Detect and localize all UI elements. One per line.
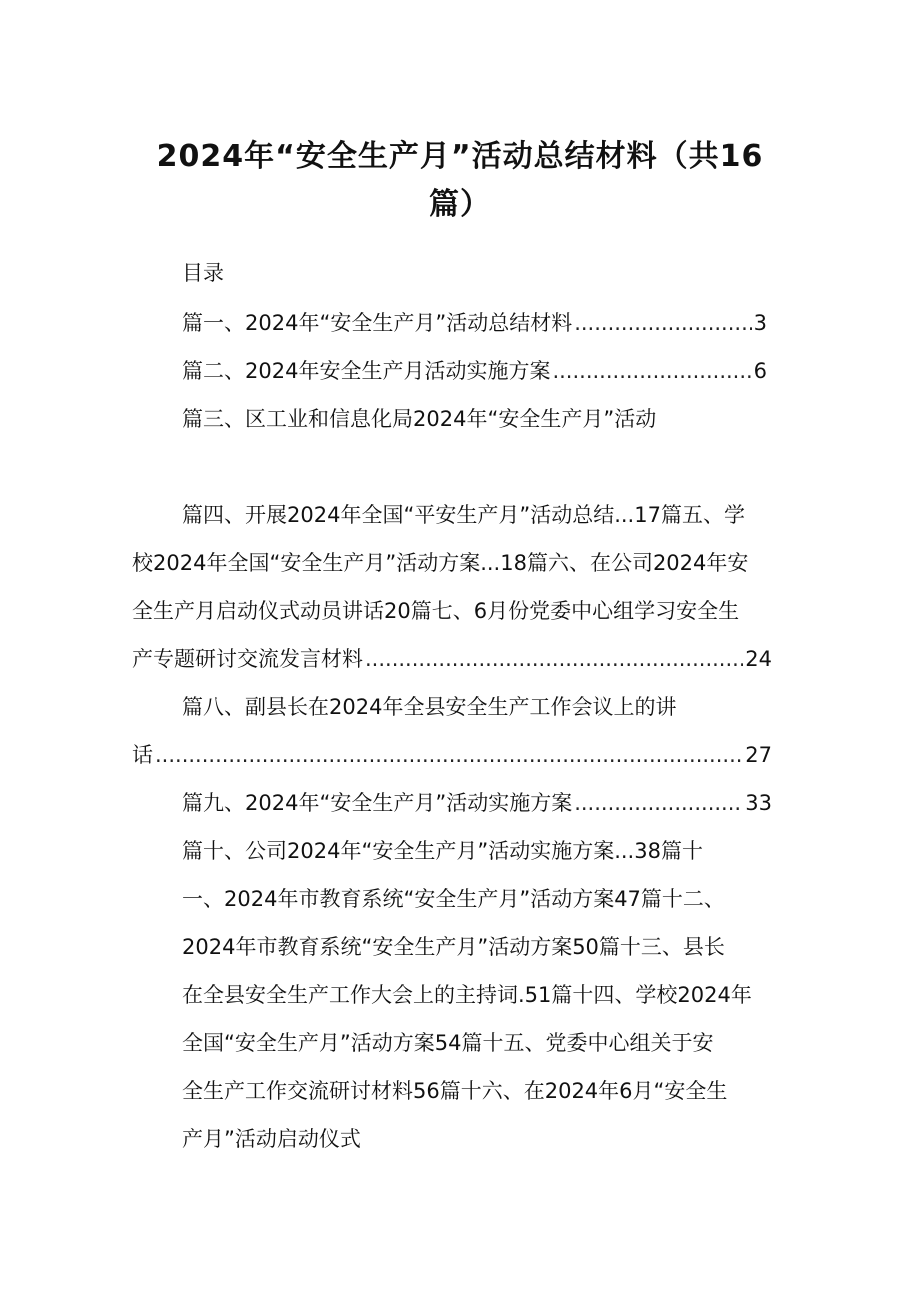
toc-entry-label: 篇一、2024年“安全生产月”活动总结材料 (182, 311, 573, 335)
toc-page-number: 24 (745, 647, 772, 671)
toc-paragraph-line: 产月”活动启动仪式 (182, 1127, 361, 1151)
toc-heading: 目录 (182, 261, 224, 285)
toc-entry-8-line-1[interactable]: 篇八、副县长在2024年全县安全生产工作会议上的讲 (182, 695, 677, 719)
toc-paragraph-line: 篇四、开展2024年全国“平安生产月”活动总结...17篇五、学 (182, 503, 745, 527)
toc-entry-9[interactable] (182, 788, 772, 818)
leader-dots (574, 308, 751, 338)
toc-entry-8[interactable] (132, 740, 772, 770)
leader-dots (574, 788, 743, 818)
leader-dots (365, 644, 743, 674)
toc-entry-1[interactable] (182, 308, 767, 338)
toc-paragraph-line: 篇十、公司2024年“安全生产月”活动实施方案...38篇十 (182, 839, 703, 863)
toc-paragraph-line: 在全县安全生产工作大会上的主持词.51篇十四、学校2024年 (182, 983, 752, 1007)
toc-page-number: 3 (753, 311, 767, 335)
toc-entry-3[interactable]: 篇三、区工业和信息化局2024年“安全生产月”活动 (182, 407, 657, 431)
title-line-2: 篇） (429, 187, 491, 222)
toc-entry-label: 篇二、2024年安全生产月活动实施方案 (182, 359, 551, 383)
leader-dots (552, 356, 751, 386)
toc-paragraph-line: 全生产工作交流研讨材料56篇十六、在2024年6月“安全生 (182, 1079, 728, 1103)
title-line-1: 2024年“安全生产月”活动总结材料（共16 (156, 139, 764, 174)
toc-paragraph-line: 全国“安全生产月”活动方案54篇十五、党委中心组关于安 (182, 1031, 714, 1055)
document-title (120, 136, 800, 226)
toc-page-number: 27 (745, 743, 772, 767)
toc-paragraph-line: 校2024年全国“安全生产月”活动方案...18篇六、在公司2024年安 (132, 551, 749, 575)
toc-entry-label: 篇九、2024年“安全生产月”活动实施方案 (182, 791, 573, 815)
toc-entry-label: 话 (132, 743, 153, 767)
toc-paragraph-line: 全生产月启动仪式动员讲话20篇七、6月份党委中心组学习安全生 (132, 599, 740, 623)
toc-paragraph-line: 一、2024年市教育系统“安全生产月”活动方案47篇十二、 (182, 887, 725, 911)
leader-dots (155, 740, 743, 770)
toc-page-number: 33 (745, 791, 772, 815)
toc-entry-label: 产专题研讨交流发言材料 (132, 647, 363, 671)
toc-entry-2[interactable] (182, 356, 767, 386)
toc-entry-7[interactable] (132, 644, 772, 674)
toc-paragraph-line: 2024年市教育系统“安全生产月”活动方案50篇十三、县长 (182, 935, 725, 959)
toc-page-number: 6 (753, 359, 767, 383)
